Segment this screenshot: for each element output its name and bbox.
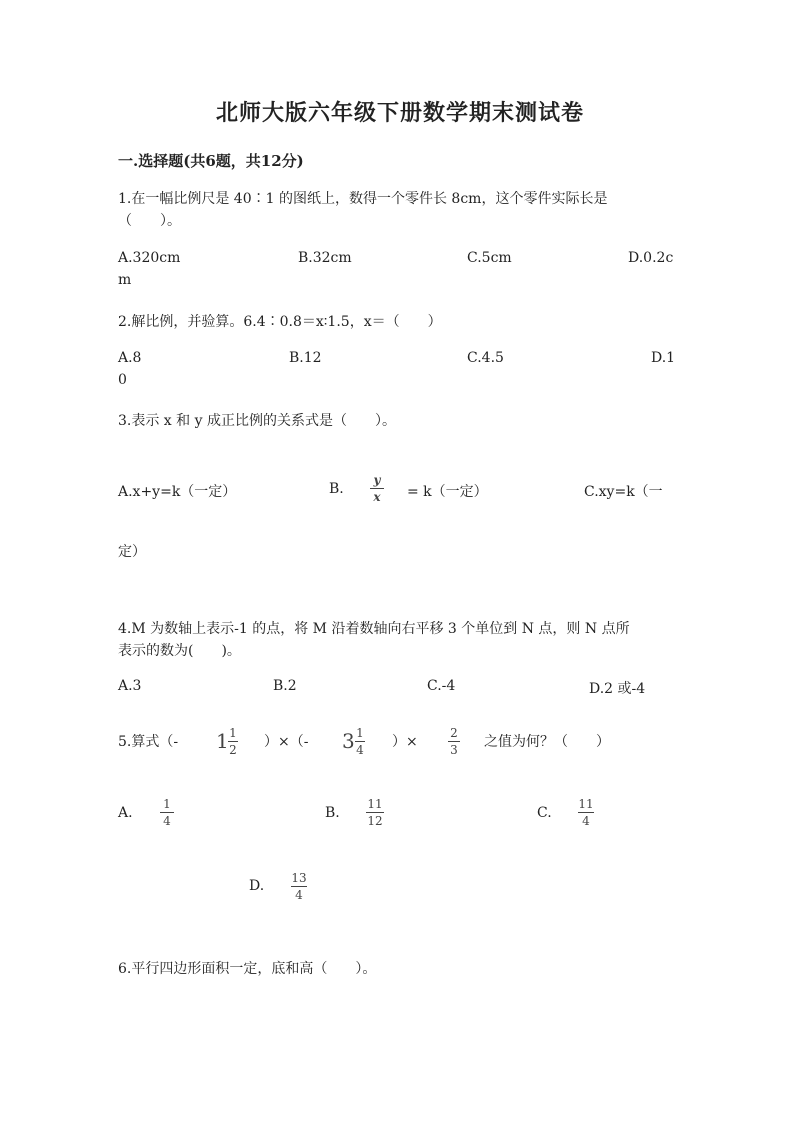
question-5-option-a-label: A. bbox=[118, 805, 133, 821]
question-3-option-b-rest: = k（一定） bbox=[407, 484, 488, 500]
fraction-denominator: 2 bbox=[229, 743, 237, 757]
question-4-option-d: D.2 或-4 bbox=[589, 681, 646, 697]
fraction-bar bbox=[291, 886, 307, 887]
fraction-bar bbox=[578, 812, 594, 813]
mixed-number-fraction-1 bbox=[228, 726, 238, 757]
fraction-numerator: 13 bbox=[291, 871, 307, 885]
question-2-option-d-wrap: 0 bbox=[118, 372, 127, 388]
fraction-denominator: 12 bbox=[367, 814, 383, 828]
question-1-option-a: A.320cm bbox=[118, 250, 181, 266]
page-title: 北师大版六年级下册数学期末测试卷 bbox=[215, 100, 584, 126]
section-heading: 一.选择题(共6题，共12分) bbox=[118, 152, 304, 170]
question-4-stem-line1: 4.M 为数轴上表示-1 的点，将 M 沿着数轴向右平移 3 个单位到 N 点，则 N 点所 bbox=[118, 621, 630, 637]
question-1-option-d-wrap: m bbox=[118, 272, 132, 288]
question-5-stem-part4: 之值为何？（ ） bbox=[484, 734, 610, 750]
question-3-option-b-label: B. bbox=[329, 481, 344, 497]
question-5-option-d-fraction bbox=[291, 871, 307, 902]
mixed-number-whole-2: 3 bbox=[342, 729, 355, 753]
question-2-stem: 2.解比例，并验算。6.4∶0.8＝x∶1.5，x＝（ ） bbox=[118, 314, 442, 330]
fraction-numerator: 1 bbox=[229, 726, 237, 740]
question-2-option-b: B.12 bbox=[289, 350, 322, 366]
question-5-option-a-fraction bbox=[160, 797, 174, 828]
fraction-denominator: 4 bbox=[295, 888, 303, 902]
fraction-numerator: 2 bbox=[450, 726, 458, 740]
fraction-bar bbox=[370, 488, 384, 489]
question-3-stem: 3.表示 x 和 y 成正比例的关系式是（ ）。 bbox=[118, 413, 396, 429]
question-5-stem-part2: ）×（- bbox=[264, 734, 309, 750]
question-5-option-b-fraction bbox=[366, 797, 384, 828]
question-3-option-c: C.xy=k（一 bbox=[584, 484, 663, 500]
fraction-denominator: 4 bbox=[356, 743, 364, 757]
fraction-bar bbox=[228, 741, 238, 742]
fraction-denominator: x bbox=[373, 490, 381, 504]
question-1-stem-line1: 1.在一幅比例尺是 40∶1 的图纸上，数得一个零件长 8cm，这个零件实际长是 bbox=[118, 191, 608, 207]
question-6-stem: 6.平行四边形面积一定，底和高（ ）。 bbox=[118, 961, 377, 977]
question-1-option-b: B.32cm bbox=[298, 250, 352, 266]
fraction-bar bbox=[355, 741, 365, 742]
fraction-numerator: 11 bbox=[367, 797, 383, 811]
question-4-option-c: C.-4 bbox=[427, 678, 456, 694]
mixed-number-fraction-2 bbox=[355, 726, 365, 757]
question-2-option-d: D.1 bbox=[651, 350, 676, 366]
fraction-denominator: 3 bbox=[450, 743, 458, 757]
question-3-option-c-wrap: 定） bbox=[118, 544, 146, 560]
question-5-stem-part3: ）× bbox=[392, 734, 418, 750]
question-5-option-d-label: D. bbox=[249, 878, 265, 894]
question-3-option-b-fraction bbox=[370, 473, 384, 504]
fraction-denominator: 4 bbox=[163, 814, 171, 828]
fraction-bar bbox=[160, 812, 174, 813]
fraction-bar bbox=[448, 741, 460, 742]
question-4-stem-line2: 表示的数为( )。 bbox=[118, 643, 241, 659]
fraction-numerator: 1 bbox=[356, 726, 364, 740]
question-1-option-c: C.5cm bbox=[467, 250, 512, 266]
fraction-numerator: 11 bbox=[578, 797, 594, 811]
fraction-numerator: 1 bbox=[163, 797, 171, 811]
question-5-option-c-fraction bbox=[578, 797, 594, 828]
mixed-number-whole-1: 1 bbox=[216, 729, 229, 753]
fraction-bar bbox=[366, 812, 384, 813]
question-5-option-c-label: C. bbox=[537, 805, 552, 821]
question-3-option-a: A.x+y=k（一定） bbox=[118, 484, 237, 500]
fraction-numerator: y bbox=[373, 473, 381, 487]
question-1-option-d: D.0.2c bbox=[628, 250, 674, 266]
question-5-option-b-label: B. bbox=[325, 805, 340, 821]
question-2-option-a: A.8 bbox=[118, 350, 142, 366]
question-4-option-b: B.2 bbox=[273, 678, 297, 694]
question-2-option-c: C.4.5 bbox=[467, 350, 504, 366]
question-4-option-a: A.3 bbox=[118, 678, 142, 694]
fraction-denominator: 4 bbox=[582, 814, 590, 828]
fraction-3 bbox=[448, 726, 460, 757]
question-5-stem-part1: 5.算式（- bbox=[118, 734, 179, 750]
question-1-stem-line2: （ ）。 bbox=[118, 213, 181, 229]
